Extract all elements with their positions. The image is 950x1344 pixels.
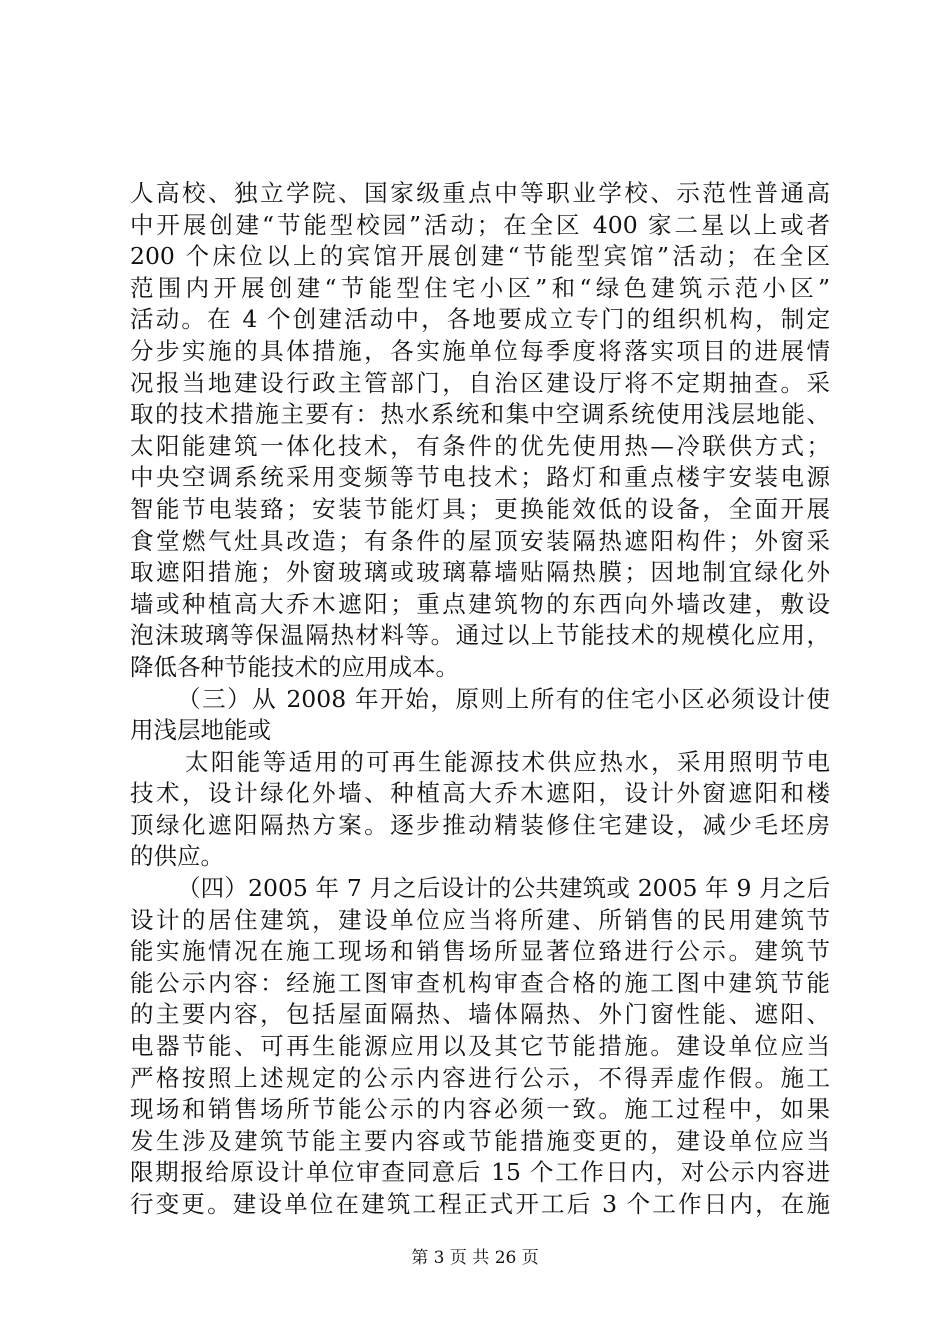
- text-line: 的主要内容，包括屋面隔热、墙体隔热、外门窗性能、遮阳、: [130, 1000, 830, 1029]
- text-line: 严格按照上述规定的公示内容进行公示，不得弄虚作假。施工: [130, 1063, 830, 1092]
- text-line: 200 个床位以上的宾馆开展创建“节能型宾馆”活动；在全区: [130, 242, 830, 271]
- text-line: 能实施情况在施工现场和销售场所显著位臵进行公示。建筑节: [130, 937, 830, 966]
- text-line: 电器节能、可再生能源应用以及其它节能措施。建设单位应当: [130, 1032, 830, 1061]
- text-line: 降低各种节能技术的应用成本。: [130, 652, 459, 681]
- text-line: 的供应。: [130, 842, 224, 871]
- text-line: 太阳能建筑一体化技术，有条件的优先使用热—冷联供方式；: [130, 431, 830, 460]
- document-body: [130, 178, 830, 1221]
- text-line: 取的技术措施主要有：热水系统和集中空调系统使用浅层地能、: [130, 400, 830, 429]
- text-line: 现场和销售场所节能公示的内容必须一致。施工过程中，如果: [130, 1095, 830, 1124]
- text-line: 发生涉及建筑节能主要内容或节能措施变更的，建设单位应当: [130, 1126, 830, 1155]
- text-line: 技术，设计绿化外墙、种植高大乔木遮阳，设计外窗遮阳和楼: [130, 779, 830, 808]
- section-heading-3: （三）从 2008 年开始，原则上所有的住宅小区必须设计使: [177, 684, 830, 713]
- text-line: 用浅层地能或: [130, 716, 271, 745]
- text-line: 墙或种植高大乔木遮阳；重点建筑物的东西向外墙改建，敷设: [130, 589, 830, 618]
- text-line: 能公示内容：经施工图审查机构审查合格的施工图中建筑节能: [130, 968, 830, 997]
- text-line: 泡沫玻璃等保温隔热材料等。通过以上节能技术的规模化应用，: [130, 621, 830, 650]
- text-line: 取遮阳措施；外窗玻璃或玻璃幕墙贴隔热膜；因地制宜绿化外: [130, 558, 830, 587]
- text-line: 活动。在 4 个创建活动中，各地要成立专门的组织机构，制定: [130, 305, 830, 334]
- text-line: 设计的居住建筑，建设单位应当将所建、所销售的民用建筑节: [130, 905, 830, 934]
- text-line: 中开展创建“节能型校园”活动；在全区 400 家二星以上或者: [130, 210, 830, 239]
- text-line: 况报当地建设行政主管部门，自治区建设厅将不定期抽查。采: [130, 368, 830, 397]
- text-line: 智能节电装臵；安装节能灯具；更换能效低的设备，全面开展: [130, 494, 830, 523]
- section-heading-4: （四）2005 年 7 月之后设计的公共建筑或 2005 年 9 月之后: [177, 874, 830, 903]
- text-line: 行变更。建设单位在建筑工程正式开工后 3 个工作日内，在施: [130, 1190, 830, 1218]
- text-line: 食堂燃气灶具改造；有条件的屋顶安装隔热遮阳构件；外窗采: [130, 526, 830, 555]
- text-line: 人高校、独立学院、国家级重点中等职业学校、示范性普通高: [130, 179, 830, 207]
- text-line: 范围内开展创建“节能型住宅小区”和“绿色建筑示范小区”: [130, 273, 830, 302]
- text-line: 太阳能等适用的可再生能源技术供应热水，采用照明节电: [185, 747, 830, 776]
- text-line: 中央空调系统采用变频等节电技术；路灯和重点楼宇安装电源: [130, 463, 830, 492]
- text-line: 分步实施的具体措施，各实施单位每季度将落实项目的进展情: [130, 336, 830, 365]
- text-line: 顶绿化遮阳隔热方案。逐步推动精装修住宅建设，减少毛坯房: [130, 810, 830, 839]
- text-line: 限期报给原设计单位审查同意后 15 个工作日内，对公示内容进: [130, 1158, 830, 1187]
- page-footer: 第 3 页 共 26 页: [411, 1248, 539, 1268]
